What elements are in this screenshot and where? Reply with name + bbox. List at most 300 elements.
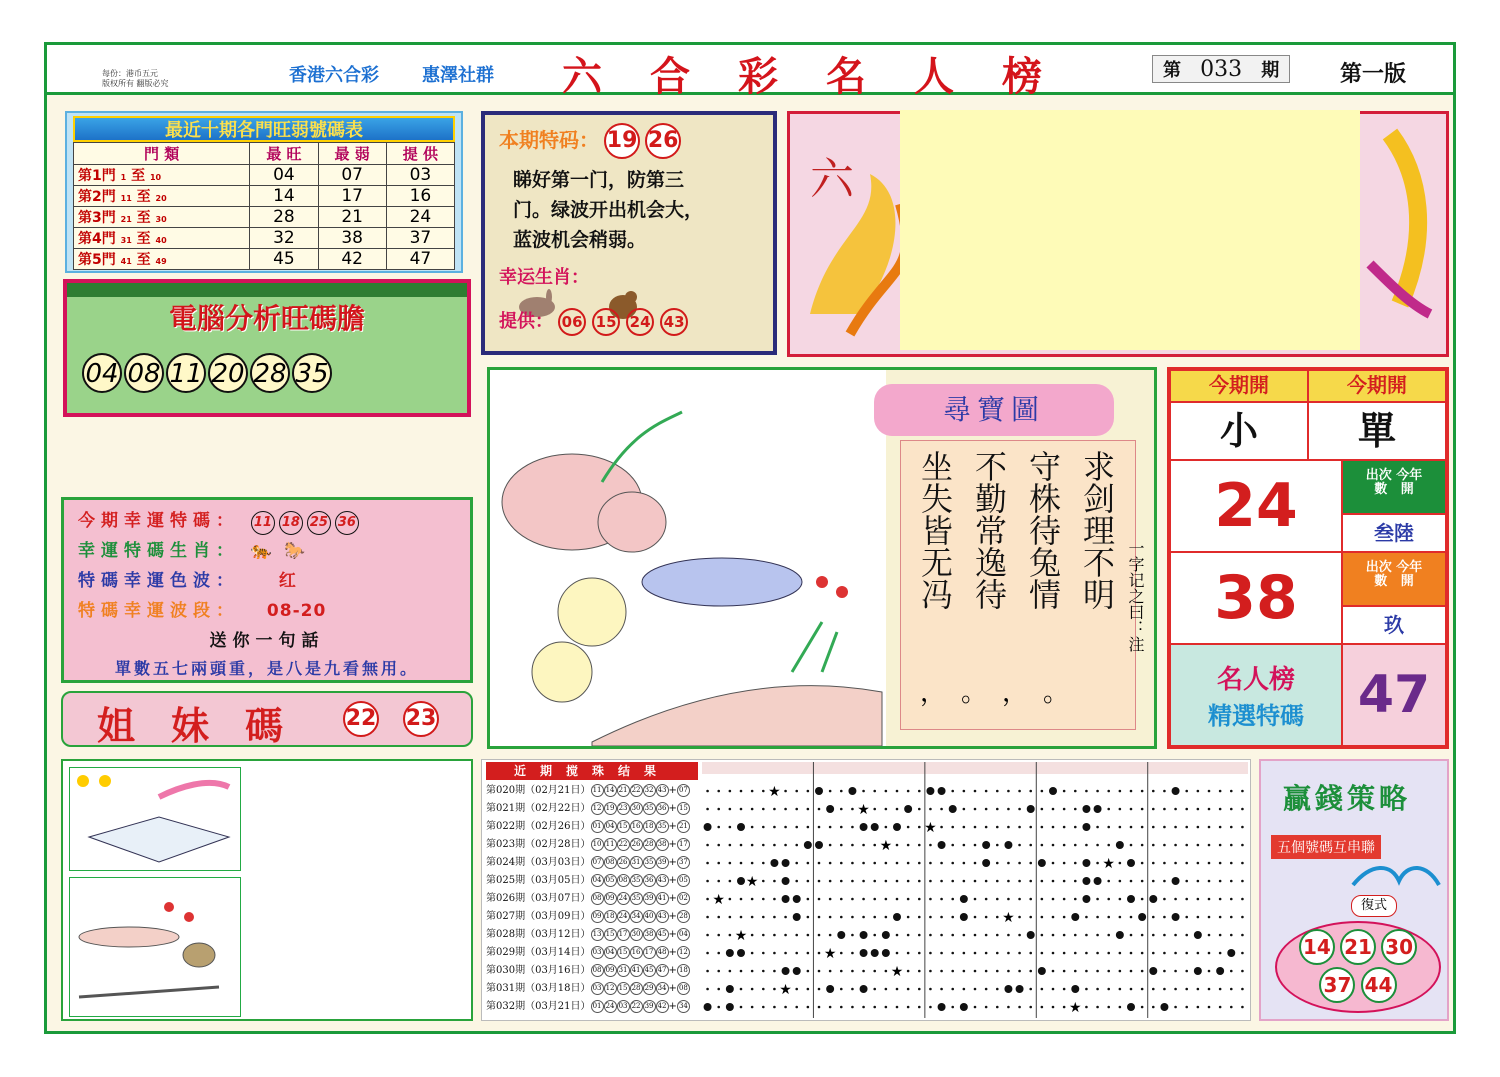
empty-dot bbox=[1074, 790, 1077, 793]
empty-dot bbox=[1018, 934, 1021, 937]
empty-dot bbox=[862, 1006, 865, 1009]
empty-dot bbox=[706, 790, 709, 793]
empty-dot bbox=[985, 826, 988, 829]
drawn-number-dot bbox=[1082, 859, 1090, 867]
empty-dot bbox=[1130, 808, 1133, 811]
empty-dot bbox=[1107, 808, 1110, 811]
empty-dot bbox=[1174, 1006, 1177, 1009]
empty-dot bbox=[795, 952, 798, 955]
result-ball: 11 bbox=[591, 784, 604, 797]
range-word: 至 bbox=[136, 252, 151, 268]
empty-dot bbox=[1163, 862, 1166, 865]
cold-cell: 07 bbox=[318, 165, 386, 186]
empty-dot bbox=[1219, 952, 1222, 955]
col-header: 最 弱 bbox=[318, 143, 386, 165]
empty-dot bbox=[907, 934, 910, 937]
zodiac-row bbox=[499, 263, 759, 297]
empty-dot bbox=[1152, 826, 1155, 829]
empty-dot bbox=[963, 844, 966, 847]
empty-dot bbox=[729, 880, 732, 883]
gate-cell bbox=[74, 228, 250, 249]
empty-dot bbox=[762, 826, 765, 829]
empty-dot bbox=[896, 862, 899, 865]
empty-dot bbox=[762, 880, 765, 883]
sister-title: 姐妹碼 bbox=[97, 703, 320, 748]
famous-label: 名人榜 bbox=[1216, 665, 1295, 695]
empty-dot bbox=[1119, 790, 1122, 793]
result-plus: + bbox=[668, 1001, 677, 1012]
result-ball: 16 bbox=[630, 820, 643, 833]
result-ball: 04 bbox=[604, 820, 617, 833]
result-special-ball: 07 bbox=[677, 784, 690, 797]
empty-dot bbox=[974, 844, 977, 847]
drawn-number-dot bbox=[1082, 823, 1090, 831]
drawn-number-dot bbox=[1227, 949, 1235, 957]
empty-dot bbox=[773, 826, 776, 829]
empty-dot bbox=[807, 934, 810, 937]
empty-dot bbox=[1018, 880, 1021, 883]
empty-dot bbox=[1007, 934, 1010, 937]
count-tag-line bbox=[1343, 483, 1445, 497]
treasure-illustration bbox=[492, 372, 886, 746]
empty-dot bbox=[795, 826, 798, 829]
this-period-header-1: 今期開 bbox=[1170, 370, 1308, 402]
range-from: 1 bbox=[120, 173, 127, 182]
hot-cell: 14 bbox=[250, 186, 318, 207]
provide-ball: 06 bbox=[558, 308, 586, 336]
empty-dot bbox=[762, 934, 765, 937]
number-ball: 28 bbox=[250, 353, 290, 393]
empty-dot bbox=[951, 916, 954, 919]
empty-dot bbox=[896, 1006, 899, 1009]
empty-dot bbox=[807, 862, 810, 865]
empty-dot bbox=[1208, 934, 1211, 937]
punct-mark: 。 bbox=[1043, 678, 1098, 708]
empty-dot bbox=[873, 898, 876, 901]
empty-dot bbox=[985, 934, 988, 937]
empty-dot bbox=[1041, 934, 1044, 937]
results-title: 近期搅珠结果 bbox=[486, 762, 698, 780]
drawn-number-dot bbox=[1082, 805, 1090, 813]
empty-dot bbox=[1063, 880, 1066, 883]
result-plus: + bbox=[668, 965, 677, 976]
drawn-number-dot bbox=[1027, 931, 1035, 939]
empty-dot bbox=[929, 988, 932, 991]
empty-dot bbox=[1096, 988, 1099, 991]
holly-garland bbox=[67, 283, 467, 297]
empty-dot bbox=[951, 934, 954, 937]
strategy-ball: 21 bbox=[1340, 929, 1376, 965]
strategy-panel bbox=[1259, 759, 1449, 1021]
result-issue: 第023期（02月28日） bbox=[486, 839, 591, 850]
empty-dot bbox=[963, 808, 966, 811]
empty-dot bbox=[751, 970, 754, 973]
lucky-range-label: 特碼幸運波段： bbox=[78, 601, 239, 621]
empty-dot bbox=[918, 790, 921, 793]
empty-dot bbox=[929, 1006, 932, 1009]
empty-dot bbox=[829, 934, 832, 937]
empty-dot bbox=[1085, 934, 1088, 937]
saying-text: 單數五七兩頭重，是八是九看無用。 bbox=[114, 659, 419, 678]
drawn-number-dot bbox=[793, 913, 801, 921]
computer-analysis-title: 電腦分析旺碼膽 bbox=[168, 302, 365, 335]
empty-dot bbox=[851, 826, 854, 829]
result-plus: + bbox=[668, 893, 677, 904]
result-plus: + bbox=[668, 839, 677, 850]
poem-column: 不勤常逸待 bbox=[970, 450, 1008, 610]
empty-dot bbox=[940, 988, 943, 991]
empty-dot bbox=[1096, 790, 1099, 793]
tiger-icon: 🐅 bbox=[250, 541, 273, 561]
col-header: 最 旺 bbox=[250, 143, 318, 165]
empty-dot bbox=[1063, 808, 1066, 811]
empty-dot bbox=[1007, 952, 1010, 955]
empty-dot bbox=[795, 1006, 798, 1009]
drawn-number-dot bbox=[893, 823, 901, 831]
empty-dot bbox=[751, 826, 754, 829]
empty-dot bbox=[1174, 934, 1177, 937]
empty-dot bbox=[974, 934, 977, 937]
empty-dot bbox=[1241, 988, 1244, 991]
result-ball: 32 bbox=[643, 784, 656, 797]
empty-dot bbox=[951, 880, 954, 883]
empty-dot bbox=[963, 862, 966, 865]
gate-cell bbox=[74, 165, 250, 186]
table-row bbox=[74, 186, 455, 207]
range-word: 至 bbox=[136, 189, 151, 205]
empty-dot bbox=[907, 952, 910, 955]
drawn-number-dot bbox=[949, 805, 957, 813]
empty-dot bbox=[974, 970, 977, 973]
empty-dot bbox=[795, 862, 798, 865]
drawn-number-dot bbox=[1082, 877, 1090, 885]
empty-dot bbox=[807, 952, 810, 955]
empty-dot bbox=[1107, 916, 1110, 919]
range-to: 10 bbox=[149, 173, 162, 182]
drawn-number-dot bbox=[1082, 895, 1090, 903]
provide-cell: 47 bbox=[386, 249, 454, 270]
result-ball: 35 bbox=[630, 874, 643, 887]
col-header: 門 類 bbox=[74, 143, 250, 165]
empty-dot bbox=[1219, 898, 1222, 901]
fine-print bbox=[102, 69, 169, 89]
empty-dot bbox=[1119, 1006, 1122, 1009]
result-plus: + bbox=[668, 785, 677, 796]
empty-dot bbox=[1197, 862, 1200, 865]
empty-dot bbox=[885, 880, 888, 883]
empty-dot bbox=[740, 1006, 743, 1009]
result-issue: 第020期（02月21日） bbox=[486, 785, 591, 796]
tag-text: 出次 bbox=[1365, 468, 1392, 483]
empty-dot bbox=[1052, 1006, 1055, 1009]
empty-dot bbox=[1241, 970, 1244, 973]
special-star-mark: ★ bbox=[1102, 856, 1115, 872]
empty-dot bbox=[1007, 1006, 1010, 1009]
empty-dot bbox=[1219, 826, 1222, 829]
copyright-note: 版权所有 翻版必究 bbox=[102, 79, 169, 88]
empty-dot bbox=[1185, 844, 1188, 847]
empty-dot bbox=[729, 970, 732, 973]
empty-dot bbox=[851, 988, 854, 991]
famous-grid bbox=[1167, 367, 1449, 749]
empty-dot bbox=[1029, 862, 1032, 865]
empty-dot bbox=[851, 916, 854, 919]
empty-dot bbox=[1208, 844, 1211, 847]
result-ball: 09 bbox=[591, 910, 604, 923]
result-ball: 16 bbox=[630, 946, 643, 959]
empty-dot bbox=[784, 916, 787, 919]
empty-dot bbox=[985, 1006, 988, 1009]
lucky-ball: 18 bbox=[279, 511, 303, 535]
empty-dot bbox=[907, 916, 910, 919]
empty-dot bbox=[918, 952, 921, 955]
empty-dot bbox=[729, 844, 732, 847]
strategy-title: 贏錢策略 bbox=[1283, 782, 1412, 815]
drawn-number-dot bbox=[1016, 985, 1024, 993]
result-ball: 12 bbox=[591, 802, 604, 815]
empty-dot bbox=[773, 988, 776, 991]
empty-dot bbox=[918, 808, 921, 811]
seagull-icon bbox=[1351, 861, 1441, 891]
result-ball: 48 bbox=[656, 946, 669, 959]
empty-dot bbox=[706, 952, 709, 955]
empty-dot bbox=[740, 790, 743, 793]
empty-dot bbox=[773, 970, 776, 973]
empty-dot bbox=[840, 826, 843, 829]
result-issue: 第025期（03月05日） bbox=[486, 875, 591, 886]
empty-dot bbox=[1007, 808, 1010, 811]
empty-dot bbox=[996, 808, 999, 811]
empty-dot bbox=[1185, 880, 1188, 883]
drawn-number-dot bbox=[793, 895, 801, 903]
empty-dot bbox=[996, 952, 999, 955]
hot-cell: 32 bbox=[250, 228, 318, 249]
drawn-number-dot bbox=[737, 877, 745, 885]
drawn-number-dot bbox=[704, 1003, 712, 1011]
empty-dot bbox=[729, 916, 732, 919]
result-row bbox=[486, 872, 698, 890]
price-note: 每份：港币五元 bbox=[102, 69, 158, 78]
empty-dot bbox=[1197, 844, 1200, 847]
empty-dot bbox=[740, 844, 743, 847]
empty-dot bbox=[1018, 808, 1021, 811]
svg-text:六: 六 bbox=[810, 154, 854, 205]
count-word-2: 玖 bbox=[1342, 606, 1446, 644]
empty-dot bbox=[1063, 826, 1066, 829]
empty-dot bbox=[1141, 862, 1144, 865]
empty-dot bbox=[1230, 826, 1233, 829]
tag-text: 開 bbox=[1400, 574, 1414, 589]
empty-dot bbox=[1130, 844, 1133, 847]
empty-dot bbox=[717, 790, 720, 793]
dot-grid-header bbox=[702, 762, 1248, 774]
empty-dot bbox=[773, 952, 776, 955]
empty-dot bbox=[873, 1006, 876, 1009]
empty-dot bbox=[1230, 934, 1233, 937]
tag-text: 今年 bbox=[1396, 560, 1423, 575]
empty-dot bbox=[1185, 790, 1188, 793]
compound-tag: 復式 bbox=[1351, 895, 1397, 917]
empty-dot bbox=[963, 988, 966, 991]
empty-dot bbox=[1141, 844, 1144, 847]
saying-title: 送你一句話 bbox=[209, 631, 325, 651]
lucky-numbers-box bbox=[61, 497, 473, 683]
result-ball: 22 bbox=[630, 1000, 643, 1013]
empty-dot bbox=[974, 862, 977, 865]
empty-dot bbox=[829, 898, 832, 901]
empty-dot bbox=[1141, 970, 1144, 973]
treasure-map-title: 尋寶圖 bbox=[874, 384, 1114, 436]
empty-dot bbox=[985, 808, 988, 811]
drawn-number-dot bbox=[804, 841, 812, 849]
empty-dot bbox=[896, 988, 899, 991]
empty-dot bbox=[1241, 826, 1244, 829]
empty-dot bbox=[1007, 970, 1010, 973]
empty-dot bbox=[1085, 844, 1088, 847]
empty-dot bbox=[706, 844, 709, 847]
result-plus: + bbox=[668, 821, 677, 832]
empty-dot bbox=[873, 844, 876, 847]
empty-dot bbox=[940, 916, 943, 919]
empty-dot bbox=[929, 952, 932, 955]
result-special-ball: 15 bbox=[677, 802, 690, 815]
empty-dot bbox=[740, 898, 743, 901]
empty-dot bbox=[1085, 952, 1088, 955]
empty-dot bbox=[751, 790, 754, 793]
provide-cell: 16 bbox=[386, 186, 454, 207]
empty-dot bbox=[996, 826, 999, 829]
empty-dot bbox=[1119, 880, 1122, 883]
empty-dot bbox=[985, 952, 988, 955]
empty-dot bbox=[1074, 952, 1077, 955]
empty-dot bbox=[740, 988, 743, 991]
famous-number: 47 bbox=[1342, 644, 1446, 746]
result-special-ball: 17 bbox=[677, 838, 690, 851]
result-ball: 34 bbox=[656, 982, 669, 995]
empty-dot bbox=[896, 790, 899, 793]
empty-dot bbox=[1130, 988, 1133, 991]
lucky-special-label: 今期幸運特碼： bbox=[78, 511, 239, 531]
result-ball: 19 bbox=[604, 802, 617, 815]
drawn-number-dot bbox=[882, 949, 890, 957]
drawn-number-dot bbox=[860, 823, 868, 831]
empty-dot bbox=[1018, 952, 1021, 955]
empty-dot bbox=[1063, 952, 1066, 955]
empty-dot bbox=[929, 934, 932, 937]
special-star-mark: ★ bbox=[1002, 910, 1015, 926]
empty-dot bbox=[885, 790, 888, 793]
strategy-subtitle: 五個號碼互串聯 bbox=[1271, 835, 1381, 859]
empty-dot bbox=[1119, 970, 1122, 973]
result-ball: 35 bbox=[630, 892, 643, 905]
drawn-number-dot bbox=[960, 1003, 968, 1011]
advertisement-panel bbox=[787, 111, 1449, 357]
empty-dot bbox=[829, 790, 832, 793]
drawn-number-dot bbox=[1116, 841, 1124, 849]
result-special-ball: 21 bbox=[677, 820, 690, 833]
result-issue: 第031期（03月18日） bbox=[486, 983, 591, 994]
empty-dot bbox=[940, 898, 943, 901]
empty-dot bbox=[762, 952, 765, 955]
empty-dot bbox=[940, 880, 943, 883]
empty-dot bbox=[996, 880, 999, 883]
result-ball: 39 bbox=[656, 856, 669, 869]
lucky-color-row bbox=[78, 566, 456, 596]
empty-dot bbox=[929, 844, 932, 847]
empty-dot bbox=[829, 844, 832, 847]
empty-dot bbox=[807, 826, 810, 829]
empty-dot bbox=[1007, 826, 1010, 829]
result-plus: + bbox=[668, 875, 677, 886]
count-tag-line bbox=[1343, 575, 1445, 589]
result-ball: 41 bbox=[656, 892, 669, 905]
empty-dot bbox=[951, 970, 954, 973]
result-ball: 03 bbox=[591, 982, 604, 995]
empty-dot bbox=[1052, 934, 1055, 937]
empty-dot bbox=[1063, 898, 1066, 901]
empty-dot bbox=[740, 862, 743, 865]
result-ball: 26 bbox=[630, 838, 643, 851]
empty-dot bbox=[1007, 898, 1010, 901]
result-ball: 18 bbox=[643, 820, 656, 833]
empty-dot bbox=[784, 844, 787, 847]
provide-ball: 24 bbox=[626, 308, 654, 336]
empty-dot bbox=[1119, 898, 1122, 901]
empty-dot bbox=[840, 808, 843, 811]
empty-dot bbox=[951, 898, 954, 901]
empty-dot bbox=[1230, 808, 1233, 811]
drawn-number-dot bbox=[860, 949, 868, 957]
empty-dot bbox=[840, 988, 843, 991]
drawn-number-dot bbox=[871, 823, 879, 831]
empty-dot bbox=[1074, 844, 1077, 847]
result-issue: 第028期（03月12日） bbox=[486, 929, 591, 940]
empty-dot bbox=[851, 952, 854, 955]
gate-cell bbox=[74, 249, 250, 270]
empty-dot bbox=[862, 790, 865, 793]
drawn-number-dot bbox=[1094, 805, 1102, 813]
result-ball: 39 bbox=[643, 892, 656, 905]
drawn-number-dot bbox=[1160, 1003, 1168, 1011]
empty-dot bbox=[1029, 844, 1032, 847]
result-ball: 28 bbox=[630, 982, 643, 995]
drawn-number-dot bbox=[1038, 859, 1046, 867]
empty-dot bbox=[1052, 988, 1055, 991]
empty-dot bbox=[1119, 826, 1122, 829]
empty-dot bbox=[1052, 916, 1055, 919]
drawn-number-dot bbox=[1172, 913, 1180, 921]
range-to: 49 bbox=[155, 257, 167, 266]
drawn-number-dot bbox=[726, 985, 734, 993]
provide-ball: 15 bbox=[592, 308, 620, 336]
empty-dot bbox=[929, 862, 932, 865]
tag-text: 數 bbox=[1374, 482, 1388, 497]
empty-dot bbox=[1085, 988, 1088, 991]
result-ball: 31 bbox=[617, 964, 630, 977]
empty-dot bbox=[1197, 898, 1200, 901]
empty-dot bbox=[807, 1006, 810, 1009]
zodiac-label: 幸运生肖： bbox=[499, 267, 589, 288]
empty-dot bbox=[762, 1006, 765, 1009]
empty-dot bbox=[1185, 808, 1188, 811]
empty-dot bbox=[807, 880, 810, 883]
empty-dot bbox=[1074, 826, 1077, 829]
result-ball: 45 bbox=[643, 964, 656, 977]
result-ball: 01 bbox=[591, 1000, 604, 1013]
empty-dot bbox=[1163, 790, 1166, 793]
empty-dot bbox=[1107, 934, 1110, 937]
result-row bbox=[486, 854, 698, 872]
